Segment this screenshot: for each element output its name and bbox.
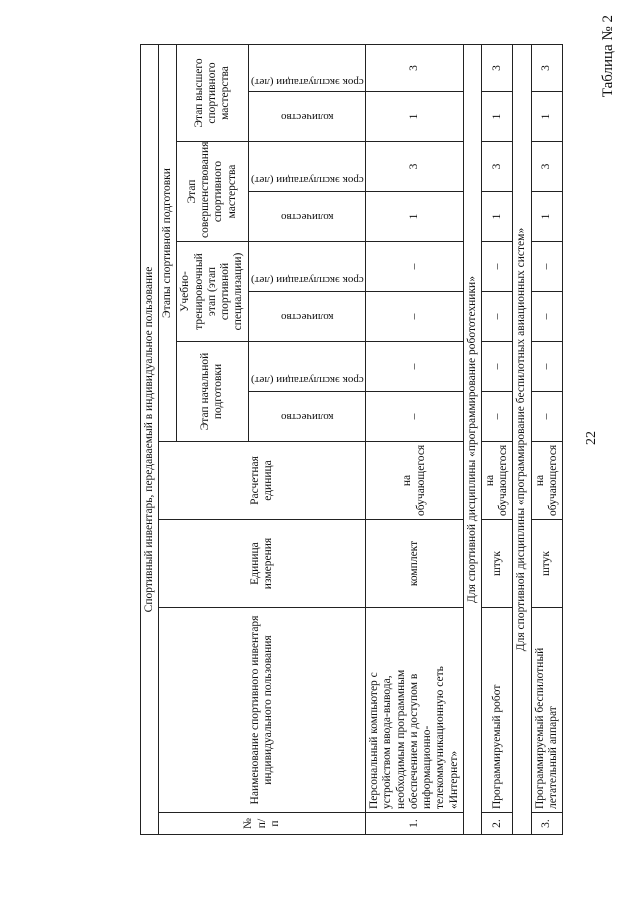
row-unit: комплект — [366, 520, 464, 608]
table-caption: Таблица № 2 — [600, 15, 616, 98]
row-value: – — [482, 292, 513, 342]
stage-4: Этап высшего спортивного мастерства — [177, 44, 248, 141]
table-row — [531, 44, 562, 834]
row-value: 3 — [531, 44, 562, 91]
stage-3: Этап совершенствования спортивного мастерства — [177, 142, 248, 242]
row-no: 1. — [366, 813, 464, 835]
term-header: срок эксплуатации (лет) — [248, 142, 366, 192]
row-value: – — [366, 392, 464, 442]
qty-header: количество — [248, 192, 366, 242]
row-value: – — [366, 242, 464, 292]
row-no: 3. — [531, 813, 562, 835]
stage-1: Этап начальной подготовки — [177, 342, 248, 442]
qty-header: количество — [248, 292, 366, 342]
row-value: 3 — [366, 142, 464, 192]
term-header: срок эксплуатации (лет) — [248, 44, 366, 91]
row-value: – — [482, 242, 513, 292]
row-value: – — [531, 392, 562, 442]
row-no: 2. — [482, 813, 513, 835]
table-top-title: Спортивный инвентарь, передаваемый в индивидуальное пользование — [141, 44, 159, 834]
row-name: Программируемый робот — [482, 608, 513, 813]
section-uav: Для спортивной дисциплины «программирование беспилотных авиационных систем» — [513, 44, 531, 834]
row-unit: штук — [531, 520, 562, 608]
stage-2: Учебно-тренировочный этап (этап спортивной специализации) — [177, 242, 248, 342]
table-row — [482, 44, 513, 834]
qty-header: количество — [248, 92, 366, 142]
row-value: 1 — [482, 192, 513, 242]
row-value: 1 — [531, 192, 562, 242]
row-value: 1 — [531, 92, 562, 142]
row-value: 1 — [366, 192, 464, 242]
header-stages: Этапы спортивной подготовки — [159, 44, 177, 441]
term-header: срок эксплуатации (лет) — [248, 342, 366, 392]
row-value: – — [366, 342, 464, 392]
row-value: – — [366, 292, 464, 342]
inventory-table — [140, 44, 563, 835]
page-number: 22 — [584, 431, 599, 445]
row-value: – — [531, 292, 562, 342]
row-calc: на обучающегося — [482, 442, 513, 520]
row-value: 3 — [482, 142, 513, 192]
row-unit: штук — [482, 520, 513, 608]
header-no: № п/п — [159, 813, 366, 835]
header-calc: Расчетная единица — [159, 442, 366, 520]
row-value: 1 — [482, 92, 513, 142]
qty-header: количество — [248, 392, 366, 442]
term-header: срок эксплуатации (лет) — [248, 242, 366, 292]
row-name: Персональный компьютер с устройством ввода-вывода, необходимым программным обеспечением и доступом в информационно-телекоммуникационную сеть «Интернет» — [366, 608, 464, 813]
row-value: – — [482, 392, 513, 442]
row-value: – — [531, 242, 562, 292]
header-name: Наименование спортивного инвентаря индивидуального пользования — [159, 608, 366, 813]
table-row — [366, 44, 464, 834]
row-value: 3 — [366, 44, 464, 91]
header-unit: Единица измерения — [159, 520, 366, 608]
row-value: 3 — [531, 142, 562, 192]
row-name: Программируемый беспилотный летательный аппарат — [531, 608, 562, 813]
section-robotics: Для спортивной дисциплины «программирование робототехники» — [463, 44, 481, 834]
row-value: – — [531, 342, 562, 392]
row-value: 3 — [482, 44, 513, 91]
row-calc: на обучающегося — [531, 442, 562, 520]
row-calc: на обучающегося — [366, 442, 464, 520]
row-value: – — [482, 342, 513, 392]
row-value: 1 — [366, 92, 464, 142]
